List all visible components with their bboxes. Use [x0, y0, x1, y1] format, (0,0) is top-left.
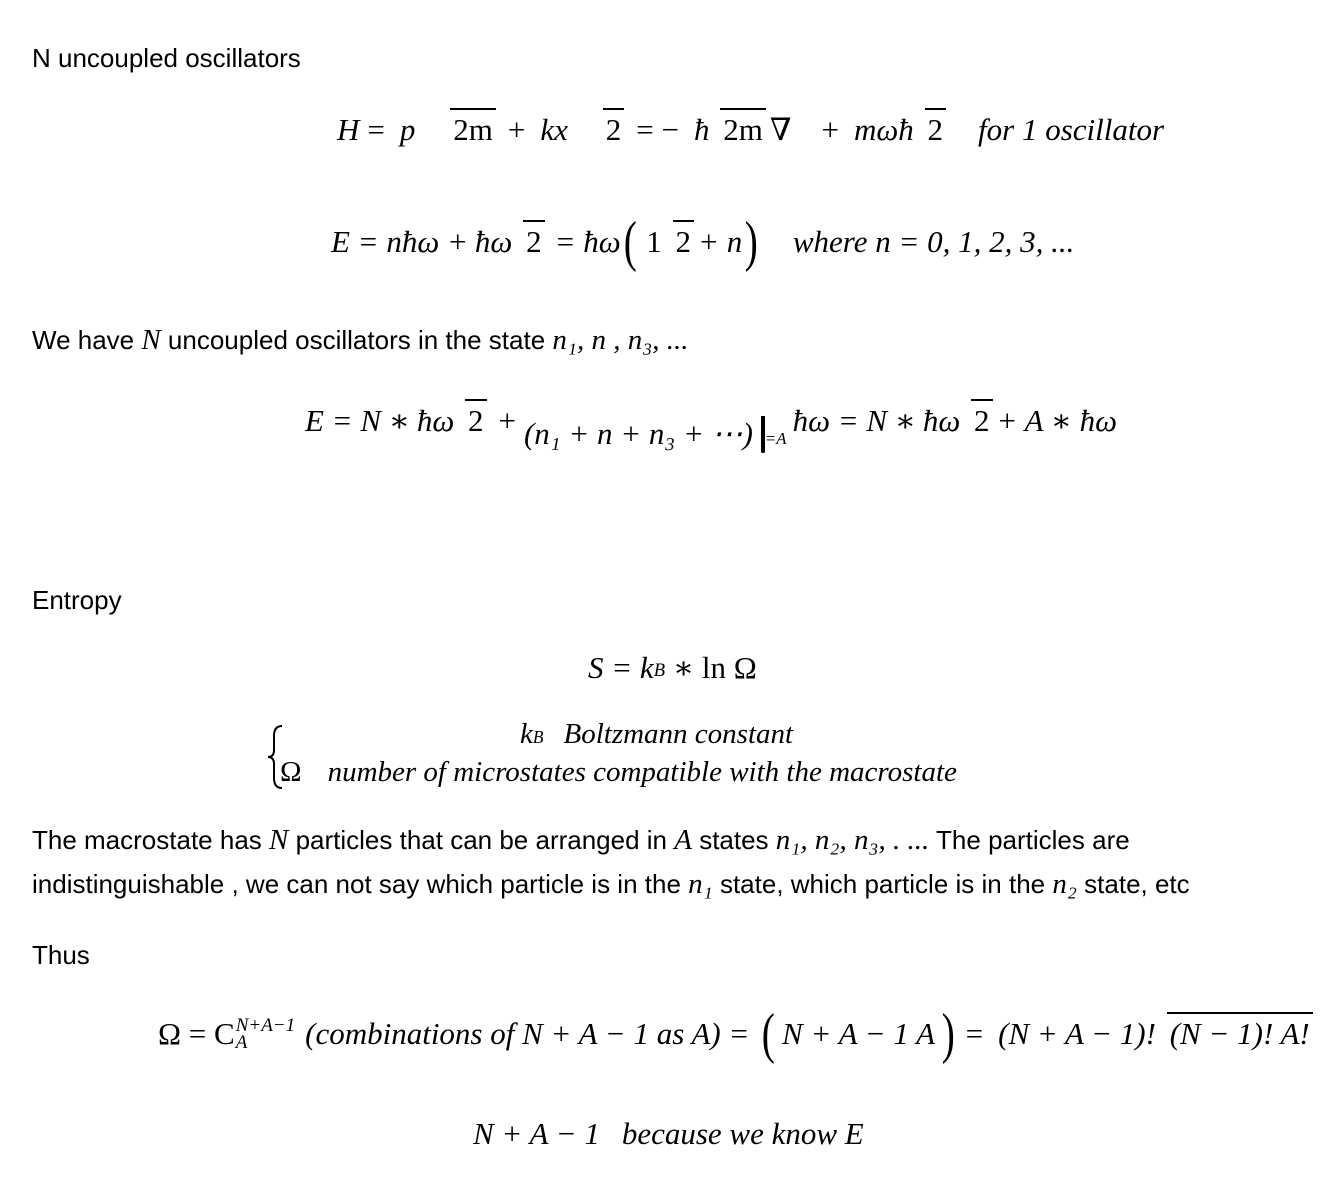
total-energy-lhs: E = N ∗ [305, 403, 410, 438]
C-subscript: A [235, 1032, 248, 1053]
section-heading-thus: Thus [32, 940, 90, 970]
definition-kB: k $_B$ Boltzmann constant [520, 718, 794, 750]
kB-subscript: B [653, 659, 666, 681]
underbrace-label: =A [764, 429, 787, 448]
equation-because [473, 1116, 864, 1152]
equation-total-energy: E = N ∗ ħω 2 + (n₁ + n + n₃ + ⋯) =A ħω = N ∗ ħω 2 + A ∗ ħω [305, 390, 1117, 452]
symbol-H: H [337, 112, 360, 147]
entropy-lhs: S = k [588, 650, 654, 685]
fraction-m-omega-hbar-over-2: mωħ 2 [851, 112, 946, 148]
equation-energy-levels: E = nħω + ħω 2 = ħω ( 1 2 + n ) where n = 0, 1, 2, 3, ... [331, 211, 1075, 273]
underbrace-sum [524, 416, 787, 452]
fraction-hbar-over-2m: ħ 2m [691, 112, 766, 148]
macrostate-paragraph-line1: The macrostate has N particles that can be arranged in A states n₁, n₂, n₃, . ... The particles are [32, 824, 1130, 856]
binomial-top: N + A − 1 [782, 1016, 909, 1052]
omega-lhs: Ω = C [158, 1016, 235, 1051]
because-reason: because we know E [621, 1116, 864, 1151]
because-expression: N + A − 1 [473, 1116, 600, 1151]
C-indices [235, 1014, 296, 1053]
equation-note: for 1 oscillator [978, 112, 1165, 147]
definition-omega: Ω number of microstates compatible with the macrostate [280, 756, 957, 788]
oscillator-state-sentence: We have N uncoupled oscillators in the state n₁, n , n₃, ... [32, 324, 689, 356]
combinations-text: (combinations of N + A − 1 as A) = [305, 1016, 750, 1051]
section-heading-oscillators: N uncoupled oscillators [32, 43, 301, 73]
factorial-fraction: (N + A − 1)! (N − 1)! A! [995, 1016, 1313, 1052]
equation-hamiltonian: H = p⃗ 2m + kx⃗ 2 = − ħ 2m ∇ + mωħ 2 for 1 oscillator [337, 112, 1164, 148]
total-energy-tail: + A ∗ ħω [996, 403, 1117, 438]
macrostate-paragraph-line2: indistinguishable , we can not say which particle is in the n₁ state, which particle is in the n₂ state, etc [32, 868, 1190, 900]
fraction-hbar-omega-over-2-first: ħω 2 [414, 403, 487, 439]
definitions-block [266, 718, 1106, 792]
definition-omega-text: number of microstates compatible with the macrostate [327, 756, 957, 788]
fraction-p-over-2m: p⃗ 2m [397, 112, 496, 148]
total-energy-rhs: ħω = N ∗ [792, 403, 916, 438]
where-clause: where n = 0, 1, 2, 3, ... [792, 224, 1075, 259]
entropy-rhs: ∗ ln Ω [673, 650, 757, 685]
fraction-one-half: 1 2 [643, 224, 694, 260]
binomial-bottom: A [916, 1016, 936, 1052]
plus-n: + n [698, 224, 743, 259]
occupation-sum: (n₁ + n + n₃ + ⋯) [523, 416, 753, 451]
energy-mid: = ħω [554, 224, 621, 259]
definition-kB-text: Boltzmann constant [563, 718, 794, 750]
energy-lhs: E = nħω + [331, 224, 468, 259]
nabla-symbol: ∇ [769, 112, 792, 147]
C-superscript: N+A−1 [235, 1014, 296, 1036]
fraction-hbar-omega-over-2: ħω 2 [472, 224, 545, 260]
equation-entropy [588, 650, 757, 686]
binomial-coefficient [778, 1013, 939, 1055]
fraction-kx-over-2: kx⃗ 2 [537, 112, 624, 148]
equation-omega-combinations: Ω = C N+A−1 A (combinations of N + A − 1 as A) = ( N + A − 1 A ) = (N + A − 1)! (N − 1)! A! [158, 1006, 1317, 1062]
section-heading-entropy: Entropy [32, 585, 122, 615]
fraction-hbar-omega-over-2-second: ħω 2 [920, 403, 993, 439]
